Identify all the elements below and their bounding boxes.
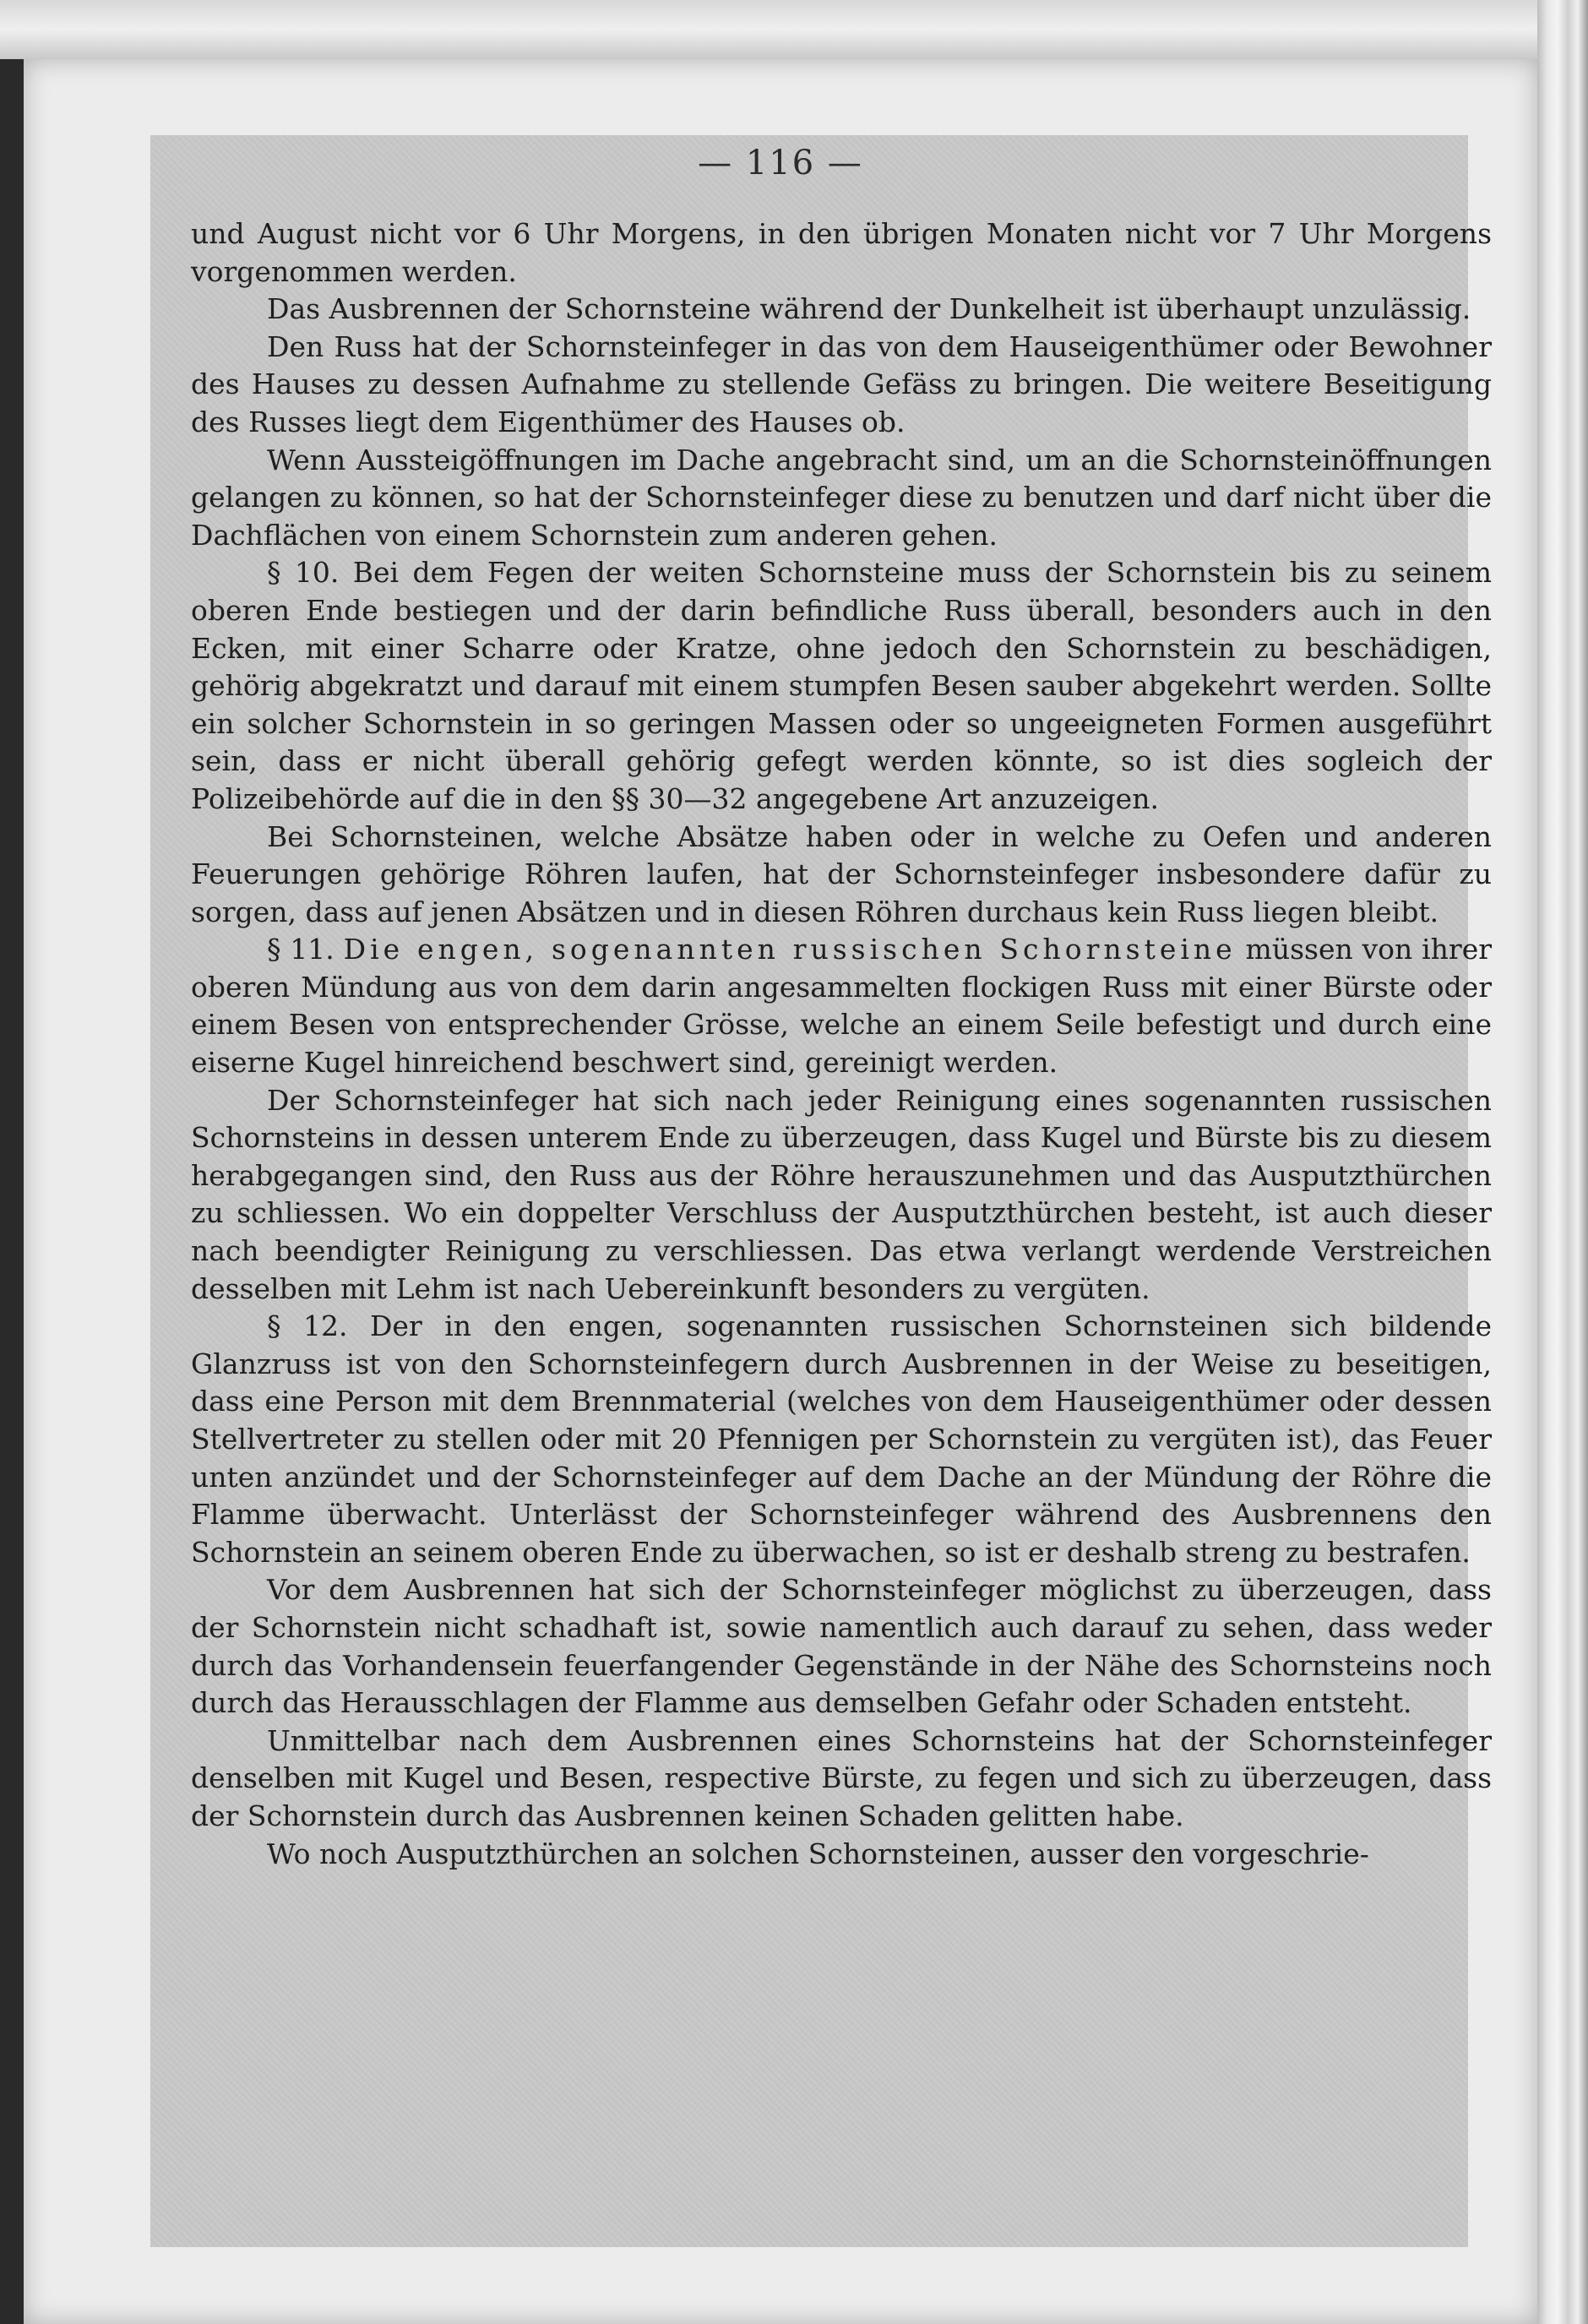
section-11-spaced-heading: Die engen, sogenannten russischen Schornsteine — [343, 933, 1237, 966]
book-page — [24, 59, 1537, 2324]
paragraph-3: Den Russ hat der Schornsteinfeger in das von dem Hauseigenthümer oder Bewohner des Hauses zu dessen Aufnahme zu stellende Gefäss zu bringen. Die weitere Beseitigung des Russes liegt dem Eigenthümer des Hauses ob. — [191, 329, 1492, 438]
paragraph-4: Wenn Aussteigöffnungen im Dache angebracht sind, um an die Schornsteinöffnungen gelangen zu können, so hat der Schornsteinfeger diese zu benutzen und darf nicht über die Dachflächen von einem Schornstein zum anderen gehen. — [191, 443, 1492, 552]
paragraph-10: Vor dem Ausbrennen hat sich der Schornsteinfeger möglichst zu überzeugen, dass der Schornstein nicht schadhaft ist, sowie namentlich auch darauf zu sehen, dass weder durch das Vorhandensein feuerfangender Gegenstände in der Nähe des Schornsteins noch durch das Herausschlagen der Flamme aus demselben Gefahr oder Schaden entsteht. — [191, 1573, 1492, 1720]
section-11-lead: § 11. — [267, 933, 344, 966]
paragraph-8: Der Schornsteinfeger hat sich nach jeder Reinigung eines sogenannten russischen Schornsteins in dessen unterem Ende zu überzeugen, dass Kugel und Bürste bis zu diesem herabgegangen sind, den Russ aus der Röhre herauszunehmen und das Ausputzthürchen zu schliessen. Wo ein doppelter Verschluss der Ausputzthürchen besteht, ist auch dieser nach beendigter Reinigung zu verschliessen. Das etwa verlangt werdende Verstreichen desselben mit Lehm ist nach Uebereinkunft besonders zu vergüten. — [191, 1083, 1492, 1305]
paragraph-12: Wo noch Ausputzthürchen an solchen Schornsteinen, ausser den vorgeschrie- — [267, 1837, 1369, 1870]
paragraph-6: Bei Schornsteinen, welche Absätze haben oder in welche zu Oefen und anderen Feuerungen gehörige Röhren laufen, hat der Schornsteinfeger insbesondere dafür zu sorgen, dass auf jenen Absätzen und in diesen Röhren durchaus kein Russ liegen bleibt. — [191, 819, 1492, 928]
paragraph-section-10: § 10. Bei dem Fegen der weiten Schornsteine muss der Schornstein bis zu seinem oberen Ende bestiegen und der darin befindliche Russ überall, besonders auch in den Ecken, mit einer Scharre oder Kratze, ohne jedoch den Schornstein zu beschädigen, gehörig abgekratzt und darauf mit einem stumpfen Besen sauber abgekehrt werden. Sollte ein solcher Schornstein in so geringen Massen oder so ungeeigneten Formen ausgeführt sein, dass er nicht überall gehörig gefegt werden könnte, so ist dies sogleich der Polizeibehörde auf die in den §§ 30—32 angegebene Art anzuzeigen. — [191, 556, 1492, 815]
paragraph-11: Unmittelbar nach dem Ausbrennen eines Schornsteins hat der Schornsteinfeger denselben mit Kugel und Besen, respective Bürste, zu fegen und sich zu überzeugen, dass der Schornstein durch das Ausbrennen keinen Schaden gelitten habe. — [191, 1723, 1492, 1832]
paragraph-1: und August nicht vor 6 Uhr Morgens, in den übrigen Monaten nicht vor 7 Uhr Morgens vorgenommen werden. — [191, 217, 1492, 288]
body-text — [191, 215, 1492, 1873]
book-top-edge — [0, 0, 1588, 59]
paragraph-section-11 — [191, 931, 1492, 1081]
page-number: — 116 — — [698, 144, 863, 182]
book-right-edge — [1537, 0, 1588, 2324]
section-11-body: müssen von ihrer oberen Mündung aus von dem darin angesammelten flockigen Russ mit einer Bürste oder einem Besen von entsprechender Grösse, welche an einem Seile befestigt und durch eine eiserne Kugel hinreichend beschwert sind, gereinigt werden. — [191, 933, 1492, 1080]
paragraph-2: Das Ausbrennen der Schornsteine während der Dunkelheit ist überhaupt unzulässig. — [267, 292, 1471, 326]
paragraph-section-12: § 12. Der in den engen, sogenannten russischen Schornsteinen sich bildende Glanzruss ist von den Schornsteinfegern durch Ausbrennen in der Weise zu beseitigen, dass eine Person mit dem Brennmaterial (welches von dem Hauseigenthümer oder dessen Stellvertreter zu stellen oder mit 20 Pfennigen per Schornstein zu vergüten ist), das Feuer unten anzündet und der Schornsteinfeger auf dem Dache an der Mündung der Röhre die Flamme überwacht. Unterlässt der Schornsteinfeger während des Ausbrennens den Schornstein an seinem oberen Ende zu überwachen, so ist er deshalb streng zu bestrafen. — [191, 1309, 1492, 1569]
